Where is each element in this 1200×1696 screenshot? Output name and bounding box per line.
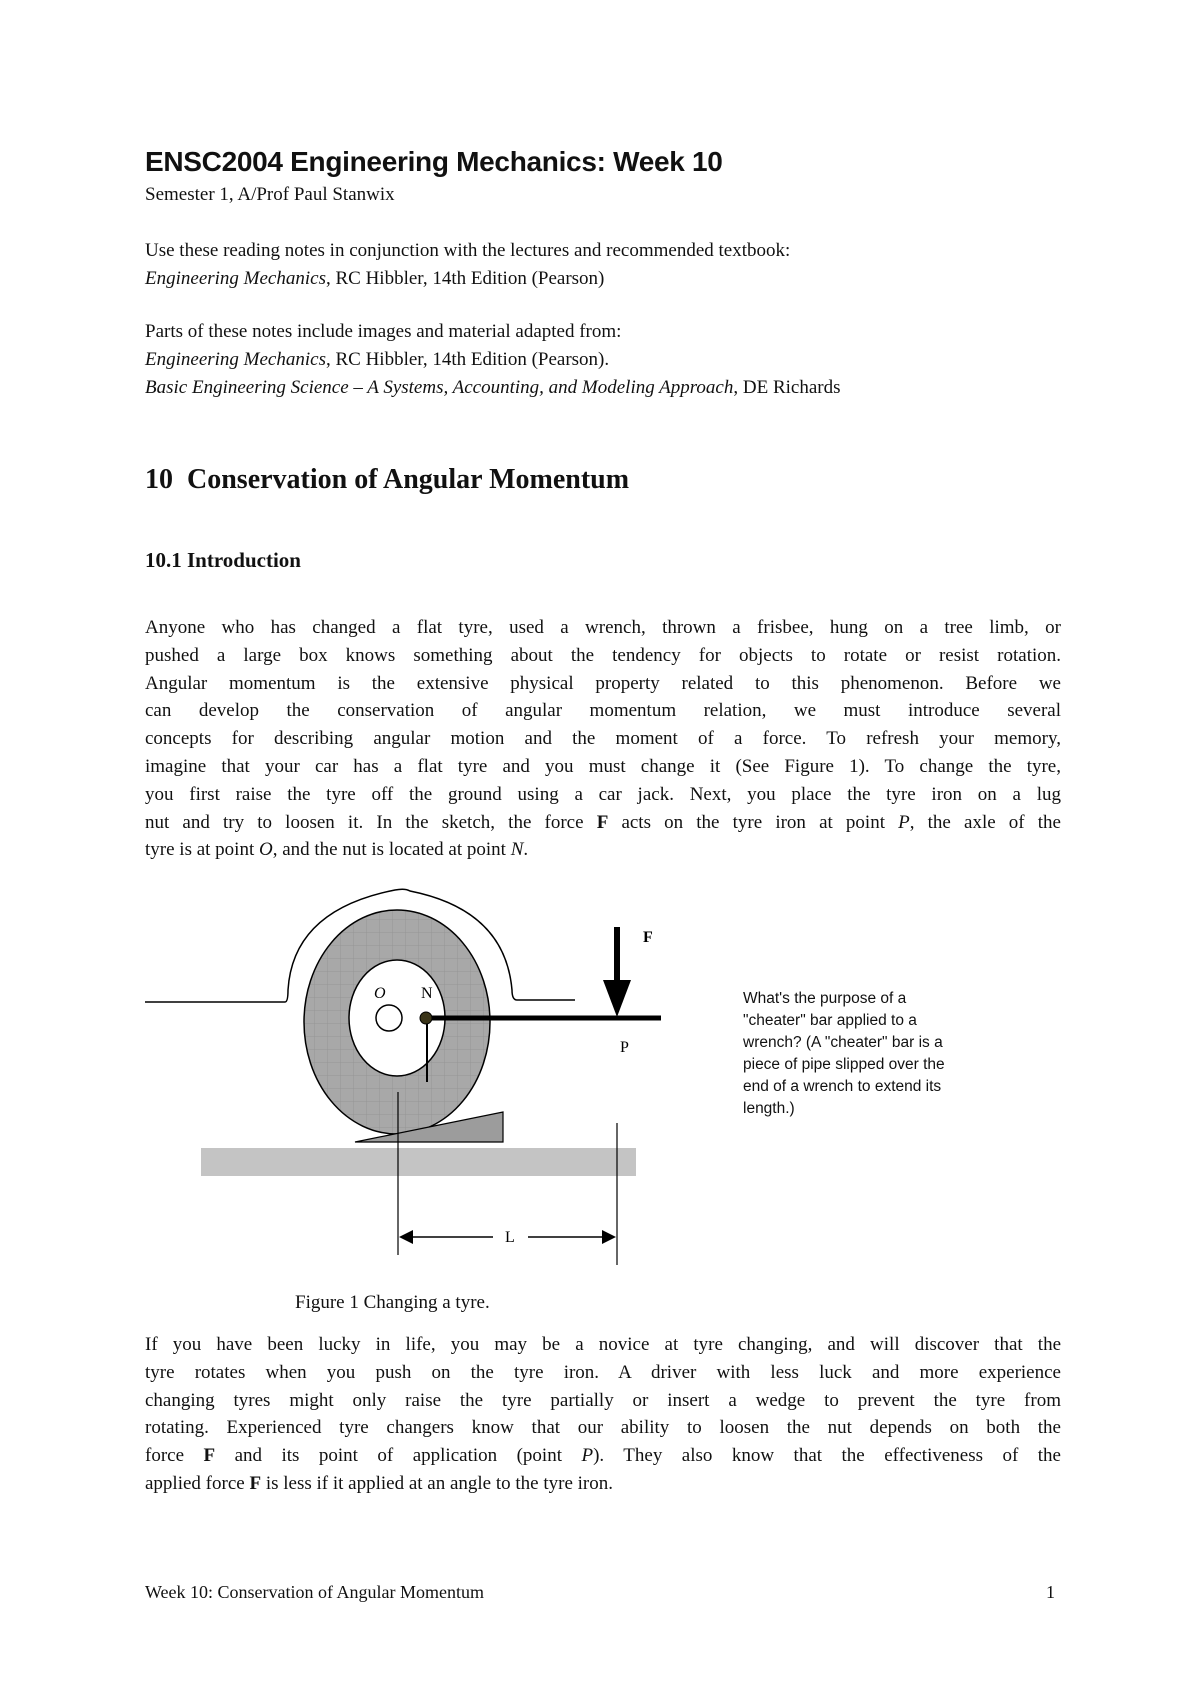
label-nut: N	[421, 985, 433, 1002]
force-arrow-head	[603, 980, 631, 1017]
ground	[201, 1148, 636, 1176]
label-force: F	[643, 929, 653, 946]
section-heading: 10.1 Introduction	[145, 548, 301, 572]
paragraph-line: Angular momentum is the extensive physical property related to this phenomenon. Before we	[145, 672, 1061, 694]
label-length: L	[505, 1229, 515, 1246]
intro-paragraph	[145, 614, 1061, 864]
source-title-1: Engineering Mechanics	[145, 349, 326, 370]
sources-note-line3: Basic Engineering Science – A Systems, Accounting, and Modeling Approach, DE Richards	[145, 377, 841, 398]
lug-nut	[420, 1012, 432, 1024]
figure-side-note: What's the purpose of a "cheater" bar applied to a wrench? (A "cheater" bar is a piece of pipe slipped over the end of a wrench to extend its length.)	[743, 990, 945, 1117]
label-axle: O	[374, 985, 386, 1002]
sources-note-line1: Parts of these notes include images and material adapted from:	[145, 321, 622, 342]
axle-hub	[376, 1005, 402, 1031]
footer-title: Week 10: Conservation of Angular Momentum	[145, 1582, 484, 1602]
paragraph-line: concepts for describing angular motion and the moment of a force. To refresh your memory,	[145, 728, 1061, 750]
paragraph-line: Anyone who has changed a flat tyre, used a wrench, thrown a frisbee, hung on a tree limb, or	[145, 617, 1061, 638]
second-paragraph	[145, 1331, 1061, 1498]
paragraph-line: changing tyres might only raise the tyre partially or insert a wedge to prevent the tyre from	[145, 1389, 1061, 1411]
chapter-heading: 10 Conservation of Angular Momentum	[145, 464, 630, 495]
page-number: 1	[1046, 1582, 1055, 1602]
paragraph-line: pushed a large box knows something about the tendency for objects to rotate or resist rotation.	[145, 644, 1061, 666]
dimension-arrow-right	[602, 1230, 616, 1244]
dimension-arrow-left	[399, 1230, 413, 1244]
source-title-2: Basic Engineering Science – A Systems, Accounting, and Modeling Approach	[145, 377, 734, 398]
textbook-title: Engineering Mechanics	[145, 268, 326, 289]
sources-note-line2: Engineering Mechanics, RC Hibbler, 14th Edition (Pearson).	[145, 349, 610, 370]
paragraph-line: applied force F is less if it applied at an angle to the tyre iron.	[145, 1472, 613, 1494]
document-title: ENSC2004 Engineering Mechanics: Week 10	[145, 146, 723, 177]
document-subtitle: Semester 1, A/Prof Paul Stanwix	[145, 184, 395, 205]
paragraph-line: force F and its point of application (point P). They also know that the effectiveness of the	[145, 1445, 1061, 1467]
figure-caption: Figure 1 Changing a tyre.	[295, 1292, 490, 1313]
paragraph-line: tyre is at point O, and the nut is located at point N.	[145, 839, 529, 861]
paragraph-line: rotating. Experienced tyre changers know that our ability to loosen the nut depends on both the	[145, 1417, 1061, 1439]
usage-note	[145, 237, 790, 293]
sources-note	[145, 318, 841, 402]
paragraph-line: you first raise the tyre off the ground using a car jack. Next, you place the tyre iron on a lug	[145, 783, 1061, 805]
usage-note-line1: Use these reading notes in conjunction with the lectures and recommended textbook:	[145, 240, 791, 261]
figure-tyre-change	[145, 880, 1061, 1280]
label-point: P	[620, 1039, 629, 1056]
paragraph-line: can develop the conservation of angular momentum relation, we must introduce several	[145, 700, 1061, 722]
paragraph-line: imagine that your car has a flat tyre and you must change it (See Figure 1). To change the tyre,	[145, 755, 1061, 777]
paragraph-line: nut and try to loosen it. In the sketch, the force F acts on the tyre iron at point P, the axle of the	[145, 811, 1061, 833]
paragraph-line: If you have been lucky in life, you may be a novice at tyre changing, and will discover that the	[145, 1334, 1061, 1355]
paragraph-line: tyre rotates when you push on the tyre iron. A driver with less luck and more experience	[145, 1361, 1061, 1383]
usage-note-line2: Engineering Mechanics, RC Hibbler, 14th Edition (Pearson)	[145, 268, 605, 289]
